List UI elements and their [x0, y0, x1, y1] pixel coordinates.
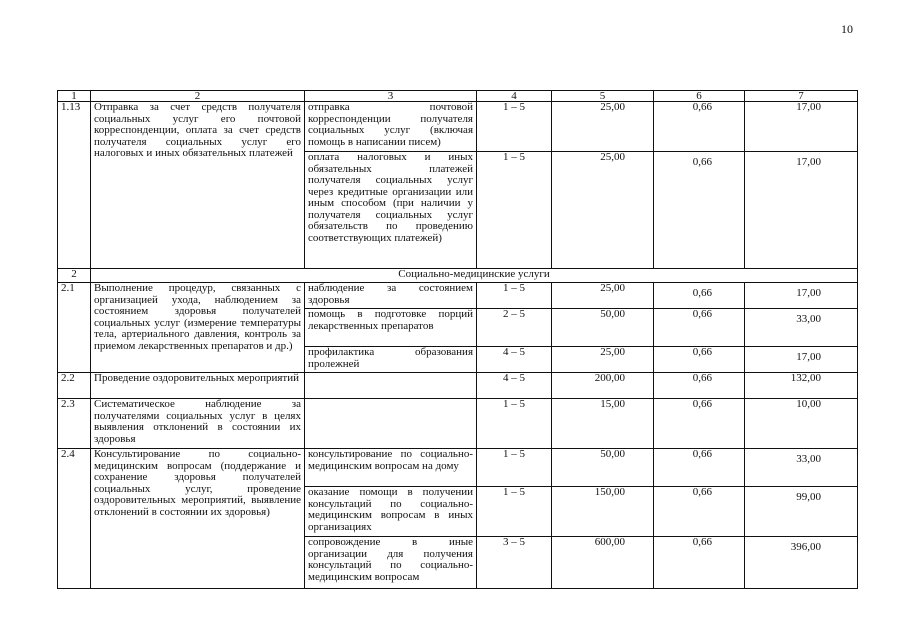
price: 25,00 — [552, 283, 654, 309]
service-name: Проведение оздоровительных мероприятий — [91, 373, 305, 399]
services-table — [57, 90, 858, 589]
page-number: 10 — [841, 22, 853, 36]
frequency: 1 – 5 — [477, 102, 552, 152]
header-row — [58, 91, 858, 102]
section-number: 2 — [58, 269, 91, 283]
coefficient: 0,66 — [654, 309, 745, 347]
total: 17,00 — [745, 102, 858, 152]
coefficient: 0,66 — [654, 283, 745, 309]
service-description: сопровождение в иные организации для получения консультаций по социально-медицинским вопросам — [305, 537, 477, 589]
price: 600,00 — [552, 537, 654, 589]
frequency: 1 – 5 — [477, 449, 552, 487]
frequency: 4 – 5 — [477, 373, 552, 399]
total: 132,00 — [745, 373, 858, 399]
price: 25,00 — [552, 347, 654, 373]
frequency: 1 – 5 — [477, 487, 552, 537]
price: 25,00 — [552, 102, 654, 152]
frequency: 3 – 5 — [477, 537, 552, 589]
frequency: 1 – 5 — [477, 152, 552, 269]
total: 33,00 — [745, 309, 858, 347]
header-cell: 5 — [552, 91, 654, 102]
price: 25,00 — [552, 152, 654, 269]
coefficient: 0,66 — [654, 347, 745, 373]
row-number: 2.3 — [58, 399, 91, 449]
service-name: Консультирование по социально-медицинским вопросам (поддержание и сохранение здоровья получателей социальных услуг, проведение оздоровительных мероприятий, выявление отклонений в состоянии их здоровья) — [91, 449, 305, 589]
service-description: отправка почтовой корреспонденции получателя социальных услуг (включая помощь в написании писем) — [305, 102, 477, 152]
header-cell: 7 — [745, 91, 858, 102]
row-number: 2.4 — [58, 449, 91, 589]
total: 10,00 — [745, 399, 858, 449]
table-row — [58, 102, 858, 152]
price: 200,00 — [552, 373, 654, 399]
service-name: Отправка за счет средств получателя социальных услуг его почтовой корреспонденции, оплата за счет средств получателя социальных услуг его налоговых и иных обязательных платежей — [91, 102, 305, 269]
table-row — [58, 283, 858, 309]
section-row — [58, 269, 858, 283]
coefficient: 0,66 — [654, 449, 745, 487]
header-cell: 4 — [477, 91, 552, 102]
header-cell: 2 — [91, 91, 305, 102]
coefficient: 0,66 — [654, 152, 745, 269]
coefficient: 0,66 — [654, 537, 745, 589]
service-description — [305, 399, 477, 449]
row-number: 2.2 — [58, 373, 91, 399]
row-number: 1.13 — [58, 102, 91, 269]
frequency: 1 – 5 — [477, 399, 552, 449]
coefficient: 0,66 — [654, 399, 745, 449]
header-cell: 6 — [654, 91, 745, 102]
price: 150,00 — [552, 487, 654, 537]
service-description: оказание помощи в получении консультаций по социально-медицинским вопросам в иных организациях — [305, 487, 477, 537]
header-cell: 1 — [58, 91, 91, 102]
service-description: наблюдение за состоянием здоровья — [305, 283, 477, 309]
total: 17,00 — [745, 152, 858, 269]
row-number: 2.1 — [58, 283, 91, 373]
frequency: 1 – 5 — [477, 283, 552, 309]
service-description: профилактика образования пролежней — [305, 347, 477, 373]
service-description: оплата налоговых и иных обязательных платежей получателя социальных услуг через кредитные организации или иным способом (при наличии у получателя социальных услуг обязательств по проведению соответствующих платежей) — [305, 152, 477, 269]
service-description: консультирование по социально-медицинским вопросам на дому — [305, 449, 477, 487]
table-row — [58, 449, 858, 487]
total: 396,00 — [745, 537, 858, 589]
service-name: Систематическое наблюдение за получателями социальных услуг в целях выявления отклонений в состоянии их здоровья — [91, 399, 305, 449]
table-row — [58, 399, 858, 449]
frequency: 4 – 5 — [477, 347, 552, 373]
total: 17,00 — [745, 283, 858, 309]
total: 17,00 — [745, 347, 858, 373]
coefficient: 0,66 — [654, 487, 745, 537]
coefficient: 0,66 — [654, 373, 745, 399]
price: 50,00 — [552, 449, 654, 487]
total: 99,00 — [745, 487, 858, 537]
header-cell: 3 — [305, 91, 477, 102]
frequency: 2 – 5 — [477, 309, 552, 347]
service-description: помощь в подготовке порций лекарственных препаратов — [305, 309, 477, 347]
service-name: Выполнение процедур, связанных с организацией ухода, наблюдением за состоянием здоровья получателей социальных услуг (измерение температуры тела, артериального давления, контроль за приемом лекарственных препаратов и др.) — [91, 283, 305, 373]
price: 50,00 — [552, 309, 654, 347]
section-title: Социально-медицинские услуги — [91, 269, 858, 283]
service-description — [305, 373, 477, 399]
table-row — [58, 373, 858, 399]
price: 15,00 — [552, 399, 654, 449]
total: 33,00 — [745, 449, 858, 487]
coefficient: 0,66 — [654, 102, 745, 152]
